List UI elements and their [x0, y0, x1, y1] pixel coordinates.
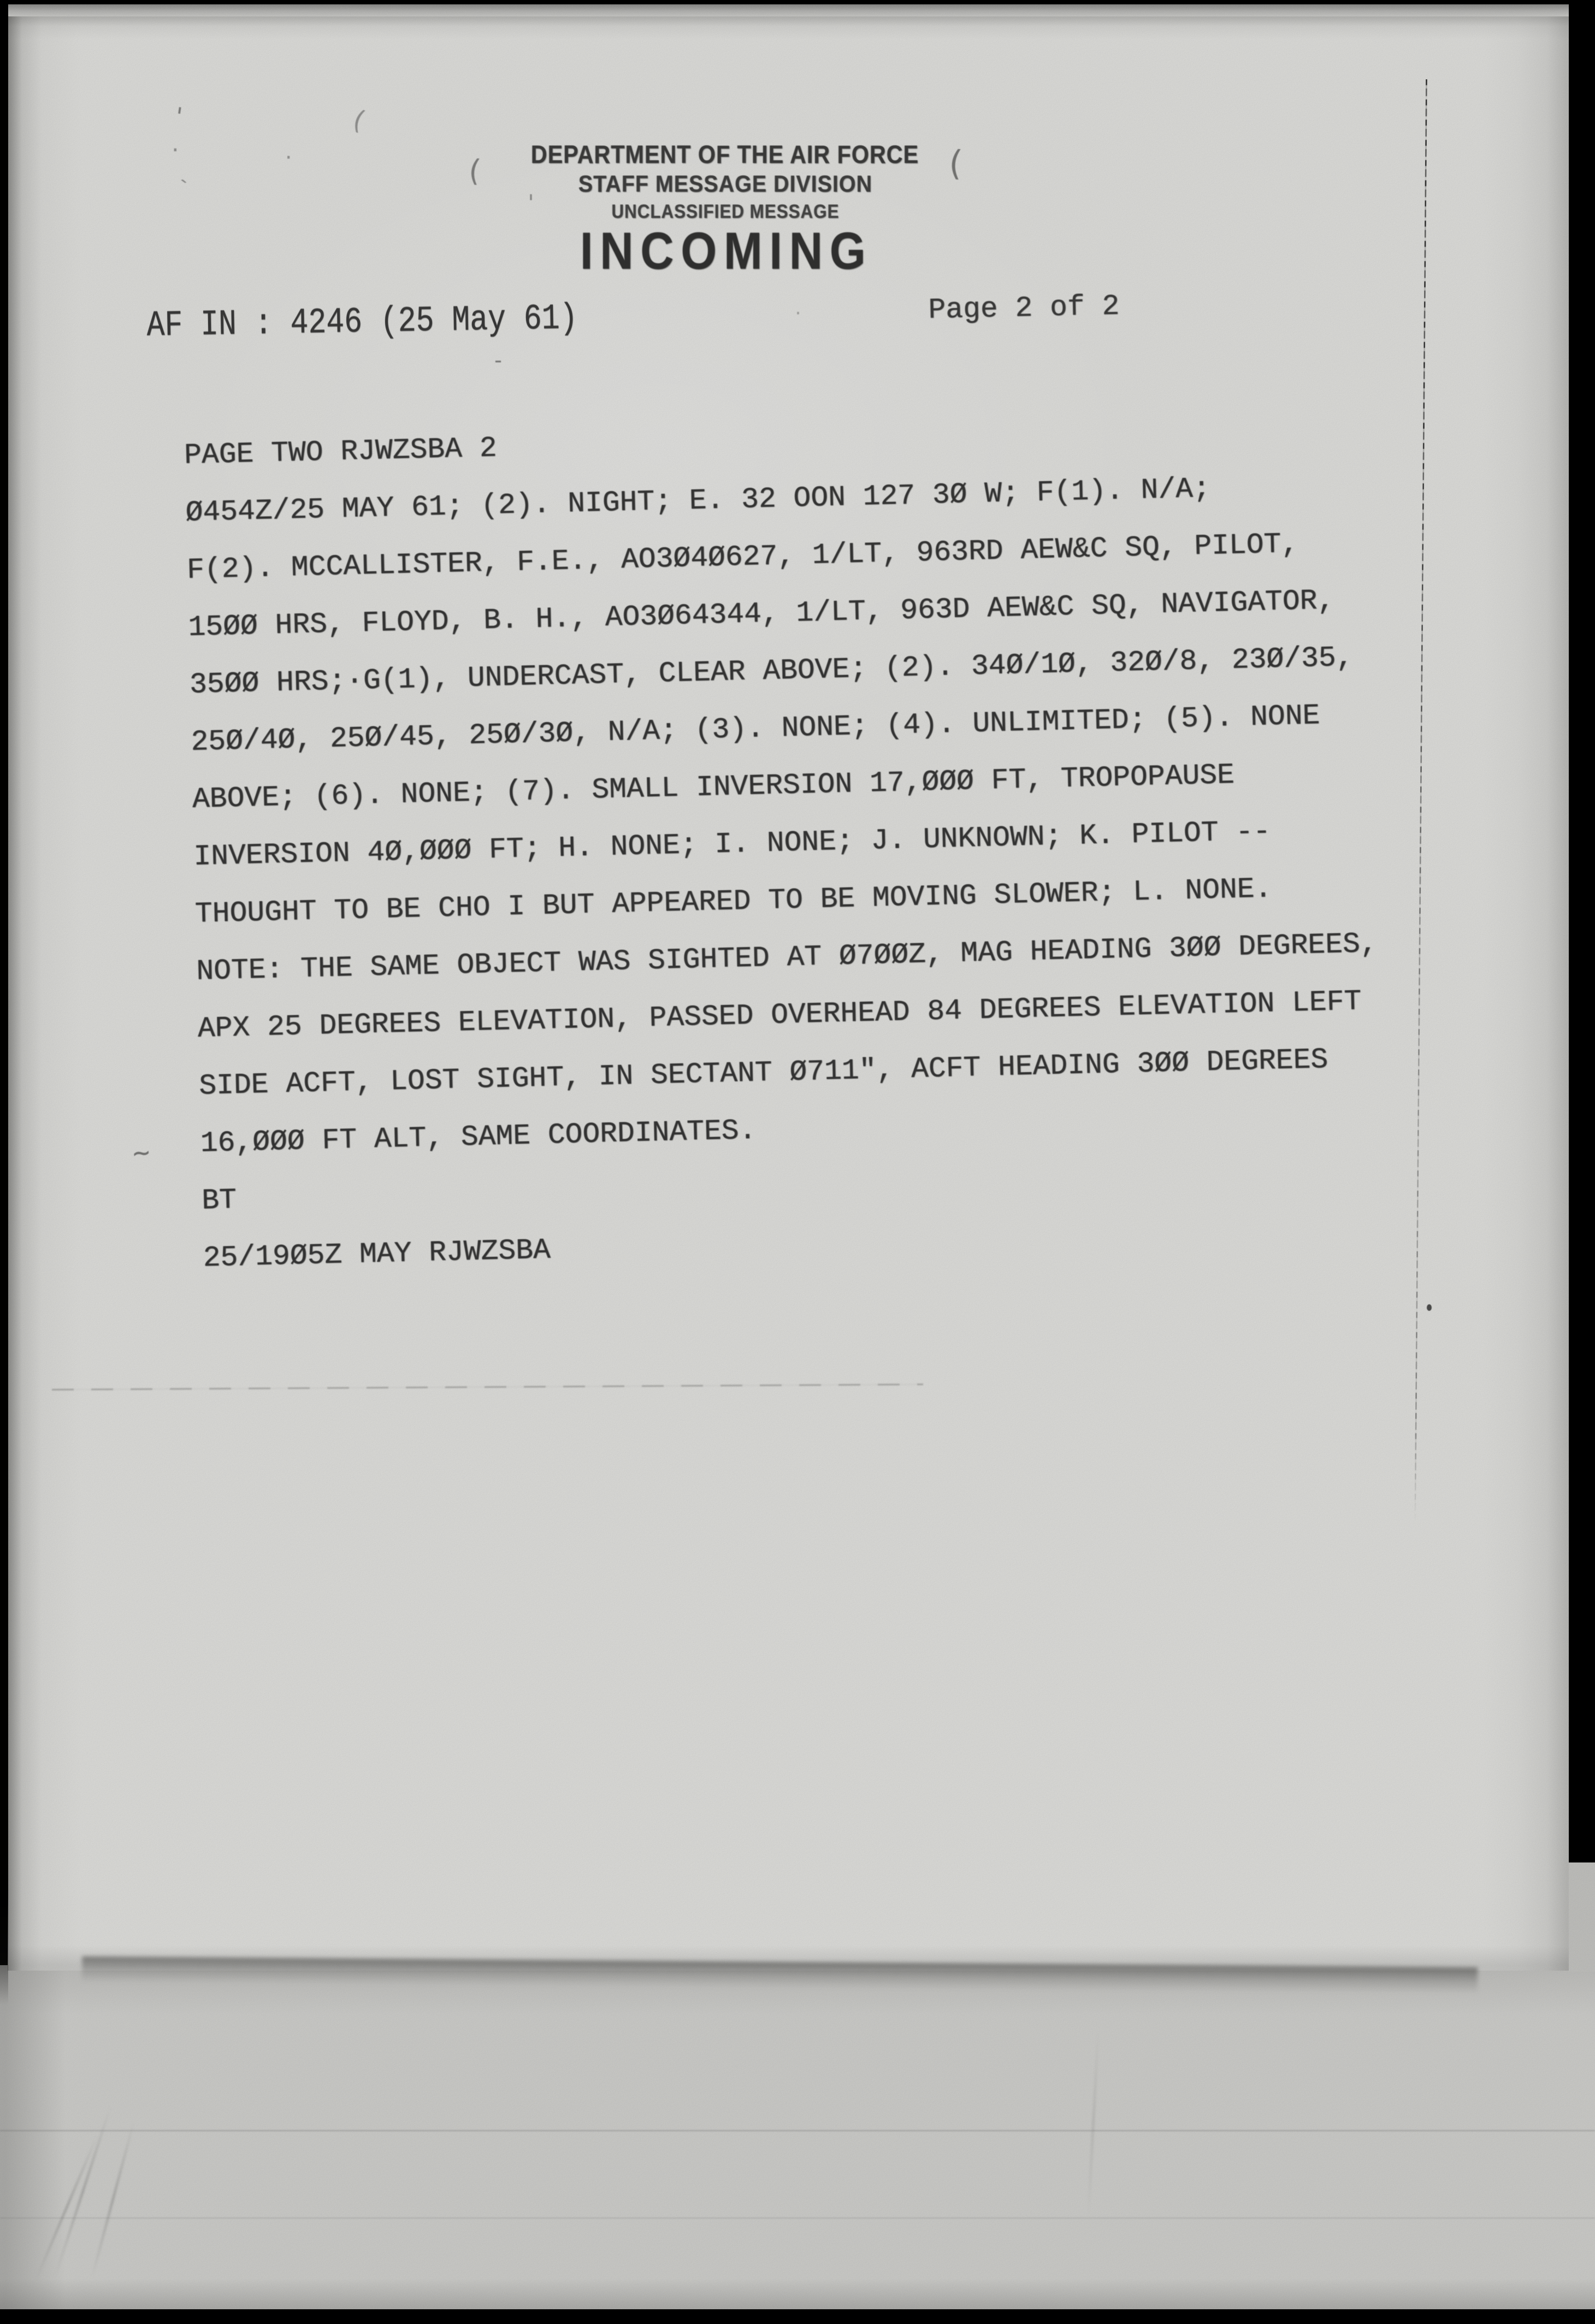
paper-crease	[34, 2135, 98, 2281]
scan-border-top	[0, 0, 1595, 4]
log-reference: AF IN : 4246 (25 May 61)	[146, 298, 578, 346]
paper-crease	[54, 2106, 111, 2278]
ink-speck: ·	[283, 147, 294, 169]
backing-crease-line	[0, 2130, 1595, 2131]
stamp-division-line: STAFF MESSAGE DIVISION	[578, 171, 873, 197]
typed-line: Ø454Z/25 MAY 61; (2). NIGHT; E. 32 OON 127 3Ø W; F(1). N/A;	[185, 472, 1211, 529]
typed-line: THOUGHT TO BE CHO I BUT APPEARED TO BE MOVING SLOWER; L. NONE.	[194, 872, 1273, 931]
typed-line: 25/19Ø5Z MAY RJWZSBA	[203, 1233, 551, 1275]
ink-speck: ~	[131, 1136, 152, 1170]
ink-speck: '	[169, 102, 188, 132]
stamp-incoming-line: INCOMING	[580, 222, 873, 280]
scan-edge-top	[0, 4, 1595, 16]
typed-line: 16,ØØØ FT ALT, SAME COORDINATES.	[200, 1114, 757, 1160]
ink-speck: ·	[793, 304, 804, 323]
typed-line: 35ØØ HRS;·G(1), UNDERCAST, CLEAR ABOVE; (2). 34Ø/1Ø, 32Ø/8, 23Ø/35,	[189, 641, 1354, 701]
stamp-department-line: DEPARTMENT OF THE AIR FORCE	[530, 140, 919, 169]
stamp-classification-line: UNCLASSIFIED MESSAGE	[611, 201, 840, 222]
page-indicator: Page 2 of 2	[928, 289, 1120, 327]
typed-line: 25Ø/4Ø, 25Ø/45, 25Ø/3Ø, N/A; (3). NONE; (4). UNLIMITED; (5). NONE	[190, 699, 1321, 759]
typed-line: 15ØØ HRS, FLOYD, B. H., AO3Ø64344, 1/LT, 963D AEW&C SQ, NAVIGATOR,	[187, 584, 1335, 644]
typed-line: F(2). MCCALLISTER, F.E., AO3Ø4Ø627, 1/LT, 963RD AEW&C SQ, PILOT,	[186, 527, 1299, 587]
backing-crease-line	[0, 2217, 1595, 2219]
typed-line: INVERSION 4Ø,ØØØ FT; H. NONE; I. NONE; J. UNKNOWN; K. PILOT --	[193, 815, 1271, 873]
backing-sheet	[0, 1965, 1595, 2311]
typed-body	[184, 399, 1385, 1287]
scan-border-left	[0, 0, 8, 2010]
ink-speck: `	[178, 175, 196, 202]
typed-line: ABOVE; (6). NONE; (7). SMALL INVERSION 17,ØØØ FT, TROPOPAUSE	[192, 758, 1235, 816]
ink-speck: (	[346, 103, 371, 138]
typed-line: NOTE: THE SAME OBJECT WAS SIGHTED AT Ø7ØØZ, MAG HEADING 3ØØ DEGREES,	[196, 927, 1378, 988]
scan-border-right	[1569, 0, 1595, 1862]
scan-edge-right	[1569, 1862, 1595, 1972]
typed-line: PAGE TWO RJWZSBA 2	[184, 431, 498, 472]
ink-speck: (	[463, 152, 485, 189]
typed-line: SIDE ACFT, LOST SIGHT, IN SECTANT Ø711", ACFT HEADING 3ØØ DEGREES	[198, 1043, 1328, 1103]
typed-line: BT	[201, 1184, 237, 1217]
ink-speck: ·	[169, 139, 181, 162]
paper-crease	[1088, 2031, 1099, 2216]
typed-line: APX 25 DEGREES ELEVATION, PASSED OVERHEAD 84 DEGREES ELEVATION LEFT	[197, 985, 1362, 1045]
ink-speck: (	[943, 142, 967, 184]
ink-speck: '	[524, 191, 538, 216]
pen-line-blot	[1427, 1304, 1432, 1311]
scan-border-bottom	[0, 2309, 1595, 2324]
ink-speck: -	[492, 348, 505, 373]
